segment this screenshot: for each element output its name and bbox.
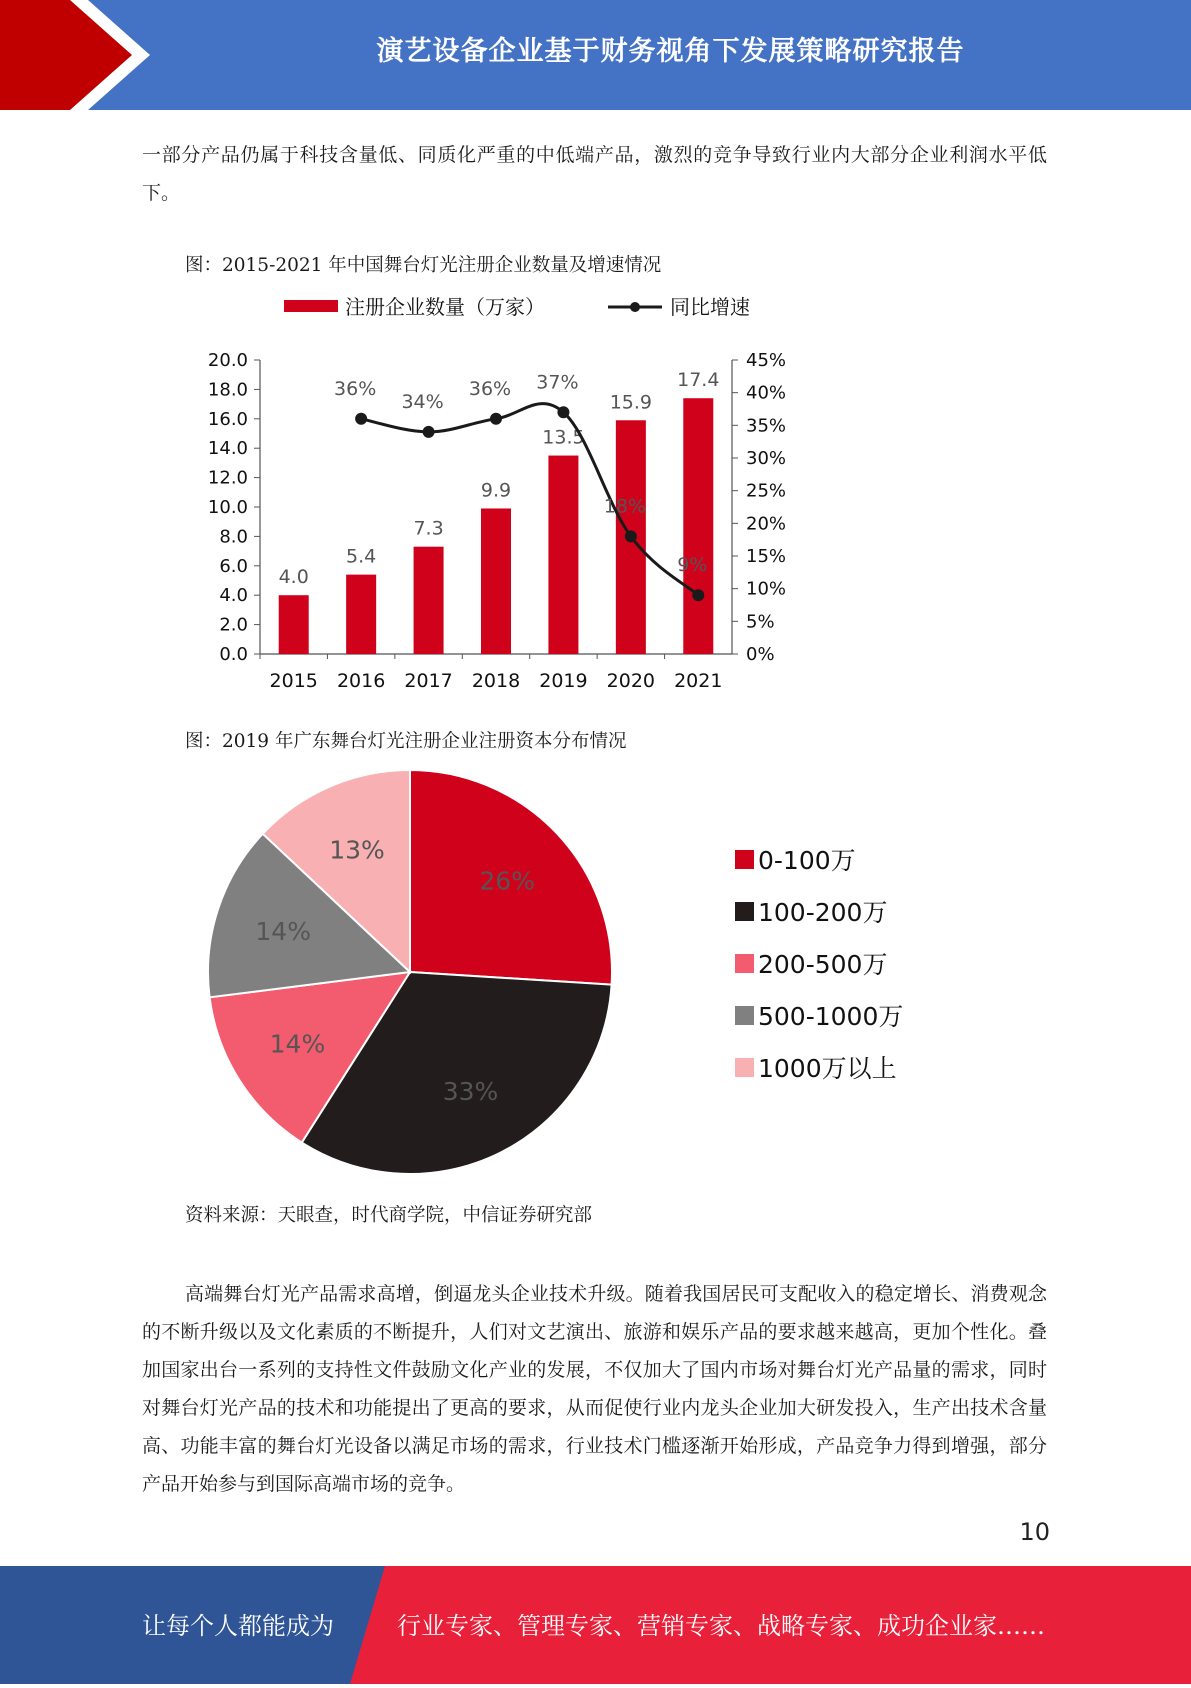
bar [414,547,444,654]
pie-chart-svg [190,760,950,1190]
y-tick-label-left: 6.0 [219,555,248,577]
legend-swatch [735,1058,754,1077]
pie-chart [190,760,950,1190]
legend-label: 500-1000万 [758,1002,904,1031]
growth-value-label: 37% [536,371,579,394]
legend-label-bar: 注册企业数量（万家） [345,295,545,319]
y-tick-label-left: 14.0 [207,438,248,460]
legend-swatch [735,954,754,973]
growth-value-label: 9% [677,554,708,577]
growth-point [423,426,435,438]
x-tick-label: 2017 [404,670,453,692]
bar-value-label: 5.4 [346,545,377,568]
growth-value-label: 36% [468,377,512,400]
y-tick-label-right: 5% [746,611,775,633]
y-tick-label-right: 30% [746,448,787,469]
y-tick-label-right: 45% [746,350,787,371]
y-tick-label-left: 18.0 [207,379,248,401]
footer-slogan-left: 让每个人都能成为 [142,1612,334,1640]
pie-slice-label: 13% [329,835,385,865]
y-tick-label-left: 12.0 [207,467,248,489]
legend-label: 0-100万 [758,846,856,875]
growth-line [361,404,698,596]
y-tick-label-right: 35% [746,415,787,437]
bar-line-chart [180,290,880,710]
figure-1-caption: 图：2015-2021 年中国舞台灯光注册企业数量及增速情况 [185,255,662,276]
growth-point [692,589,704,601]
pie-legend [735,846,903,1083]
bar-value-label: 4.0 [278,566,309,589]
intro-paragraph: 一部分产品仍属于科技含量低、同质化严重的中低端产品，激烈的竞争导致行业内大部分企业利润水平低下。 [142,144,1047,204]
y-tick-label-left: 2.0 [219,614,248,636]
bar [346,575,376,654]
y-tick-label-right: 10% [746,578,787,600]
growth-value-label: 18% [603,495,646,518]
legend-marker-line [630,302,640,312]
bar-value-label: 13.5 [542,426,585,449]
growth-point [355,413,367,425]
pie-slice-label: 33% [442,1076,499,1106]
chart-1-legend [284,295,750,319]
y-tick-label-left: 0.0 [219,644,248,665]
legend-label: 1000万以上 [758,1054,897,1083]
pie-slice-label: 14% [269,1029,326,1059]
x-tick-label: 2019 [539,670,588,692]
y-tick-label-right: 25% [746,480,787,502]
body-paragraph: 高端舞台灯光产品需求高增，倒逼龙头企业技术升级。随着我国居民可支配收入的稳定增长、消费观念的不断升级以及文化素质的不断提升，人们对文艺演出、旅游和娱乐产品的要求越来越高，更加个性化。叠加国家出台一系列的支持性文件鼓励文化产业的发展，不仅加大了国内市场对舞台灯光产品量的需求，同时对舞台灯光产品的技术和功能提出了更高的要求，从而促使行业内龙头企业加大研发投入，生产出技术含量高、功能丰富的舞台灯光设备以满足市场的需求，行业技术门槛逐渐开始形成，产品竞争力得到增强，部分产品开始参与到国际高端市场的竞争。 [142,1283,1047,1495]
page-number: 10 [1019,1518,1050,1546]
y-tick-label-left: 4.0 [219,585,248,607]
bar-value-label: 9.9 [480,479,512,502]
legend-label-line: 同比增速 [670,295,750,319]
bar [279,595,309,654]
header-banner [0,0,1191,110]
bar-value-label: 15.9 [609,391,653,414]
y-tick-label-right: 20% [746,513,787,535]
legend-swatch-bar [284,300,338,312]
y-tick-label-left: 10.0 [207,497,248,518]
bar-value-label: 7.3 [413,517,444,540]
growth-point [625,530,637,542]
y-tick-label-left: 8.0 [219,526,248,548]
bar [683,398,713,654]
header-title: 演艺设备企业基于财务视角下发展策略研究报告 [376,35,965,67]
legend-swatch [735,1006,754,1025]
x-tick-label: 2016 [336,670,386,692]
growth-point [557,406,569,418]
legend-label: 100-200万 [758,898,888,927]
legend-label: 200-500万 [758,950,888,979]
bar [548,456,578,654]
x-tick-label: 2018 [471,670,521,692]
bar [481,508,511,654]
bar-value-label: 17.4 [677,369,720,392]
source-note: 资料来源：天眼查，时代商学院，中信证券研究部 [185,1205,593,1226]
x-tick-label: 2021 [674,670,723,692]
footer-slogan-right: 行业专家、管理专家、营销专家、战略专家、成功企业家…… [397,1612,1045,1640]
growth-value-label: 34% [401,390,444,413]
pie-slice-label: 26% [479,866,535,896]
y-tick-label-left: 16.0 [207,408,248,430]
y-tick-label-right: 0% [746,644,775,665]
y-tick-label-right: 40% [746,382,787,404]
x-tick-label: 2020 [606,670,656,692]
growth-value-label: 36% [334,377,377,400]
bar-line-chart-svg [180,290,880,710]
growth-point [490,413,502,425]
y-tick-label-right: 15% [746,546,787,567]
legend-swatch [735,850,754,869]
x-tick-label: 2015 [269,670,318,692]
y-tick-label-left: 20.0 [207,350,248,371]
legend-swatch [735,902,754,921]
pie-slice-label: 14% [255,916,311,946]
figure-2-caption: 图：2019 年广东舞台灯光注册企业注册资本分布情况 [185,731,627,752]
